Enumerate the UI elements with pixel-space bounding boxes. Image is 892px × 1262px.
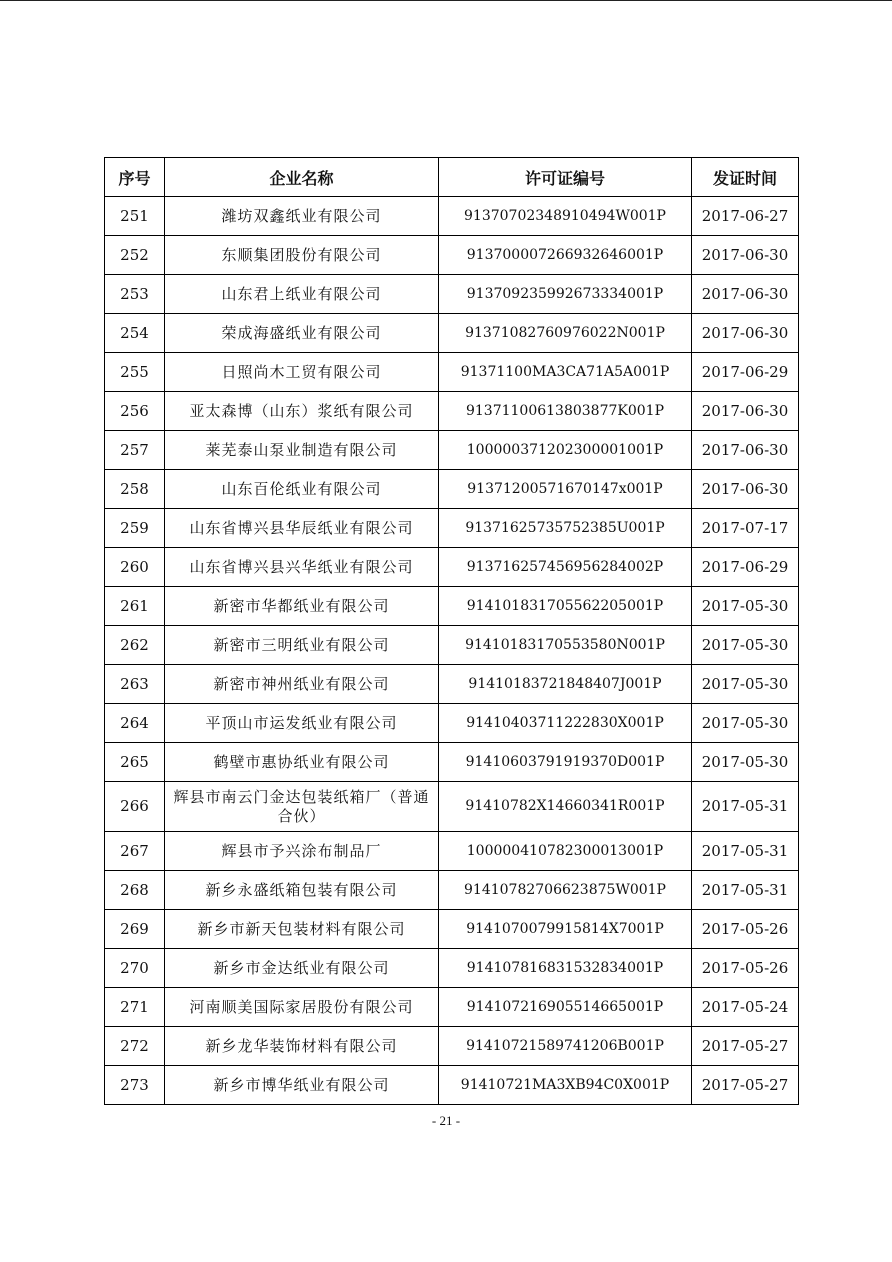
table-row [105,910,799,949]
cell-serial-number: 264 [105,704,165,743]
table-row [105,988,799,1027]
cell-license-number: 100000410782300013001P [439,832,692,871]
cell-serial-number: 270 [105,949,165,988]
cell-issue-date: 2017-06-30 [692,392,799,431]
cell-company-name: 辉县市予兴涂布制品厂 [165,832,439,871]
table-body [105,197,799,1105]
cell-company-name: 东顺集团股份有限公司 [165,236,439,275]
cell-serial-number: 261 [105,587,165,626]
permit-table [104,157,799,1105]
cell-issue-date: 2017-05-26 [692,910,799,949]
cell-company-name: 山东省博兴县兴华纸业有限公司 [165,548,439,587]
cell-issue-date: 2017-07-17 [692,509,799,548]
cell-issue-date: 2017-06-30 [692,431,799,470]
cell-issue-date: 2017-05-30 [692,704,799,743]
cell-license-number: 913709235992673334001P [439,275,692,314]
page-number: - 21 - [431,1113,461,1128]
cell-issue-date: 2017-05-26 [692,949,799,988]
cell-issue-date: 2017-05-31 [692,782,799,832]
cell-license-number: 914101831705562205001P [439,587,692,626]
table-row [105,587,799,626]
table-header-row [105,158,799,197]
cell-company-name: 亚太森博（山东）浆纸有限公司 [165,392,439,431]
cell-serial-number: 267 [105,832,165,871]
header-issue-date: 发证时间 [692,158,799,197]
cell-serial-number: 259 [105,509,165,548]
cell-issue-date: 2017-05-30 [692,587,799,626]
cell-license-number: 91410721MA3XB94C0X001P [439,1066,692,1105]
cell-company-name: 山东百伦纸业有限公司 [165,470,439,509]
cell-license-number: 91371200571670147x001P [439,470,692,509]
cell-license-number: 91410403711222830X001P [439,704,692,743]
table-row [105,704,799,743]
table-row [105,509,799,548]
cell-serial-number: 268 [105,871,165,910]
table-row [105,1027,799,1066]
cell-company-name: 新密市三明纸业有限公司 [165,626,439,665]
table-row [105,236,799,275]
cell-company-name: 新乡市新天包装材料有限公司 [165,910,439,949]
cell-license-number: 91371625735752385U001P [439,509,692,548]
cell-company-name: 辉县市南云门金达包装纸箱厂（普通合伙） [165,782,439,832]
cell-issue-date: 2017-06-29 [692,353,799,392]
cell-serial-number: 271 [105,988,165,1027]
cell-license-number: 91410782706623875W001P [439,871,692,910]
cell-company-name: 河南顺美国际家居股份有限公司 [165,988,439,1027]
cell-serial-number: 255 [105,353,165,392]
cell-company-name: 荣成海盛纸业有限公司 [165,314,439,353]
cell-serial-number: 265 [105,743,165,782]
cell-license-number: 91370702348910494W001P [439,197,692,236]
cell-company-name: 新乡龙华装饰材料有限公司 [165,1027,439,1066]
table-row [105,949,799,988]
cell-issue-date: 2017-05-27 [692,1066,799,1105]
table-row [105,314,799,353]
cell-license-number: 91371082760976022N001P [439,314,692,353]
cell-license-number: 913700007266932646001P [439,236,692,275]
table-row [105,1066,799,1105]
cell-license-number: 91371100MA3CA71A5A001P [439,353,692,392]
cell-issue-date: 2017-06-29 [692,548,799,587]
cell-license-number: 91410782X14660341R001P [439,782,692,832]
table-row [105,782,799,832]
cell-company-name: 新乡市博华纸业有限公司 [165,1066,439,1105]
cell-issue-date: 2017-05-31 [692,832,799,871]
cell-issue-date: 2017-05-24 [692,988,799,1027]
cell-company-name: 平顶山市运发纸业有限公司 [165,704,439,743]
cell-issue-date: 2017-05-30 [692,665,799,704]
cell-company-name: 新密市神州纸业有限公司 [165,665,439,704]
table-row [105,392,799,431]
cell-company-name: 新乡市金达纸业有限公司 [165,949,439,988]
cell-license-number: 91410183170553580N001P [439,626,692,665]
cell-company-name: 潍坊双鑫纸业有限公司 [165,197,439,236]
cell-license-number: 914107216905514665001P [439,988,692,1027]
cell-serial-number: 256 [105,392,165,431]
cell-serial-number: 258 [105,470,165,509]
header-license-number: 许可证编号 [439,158,692,197]
cell-issue-date: 2017-06-27 [692,197,799,236]
cell-company-name: 新乡永盛纸箱包装有限公司 [165,871,439,910]
cell-company-name: 莱芜泰山泵业制造有限公司 [165,431,439,470]
cell-issue-date: 2017-06-30 [692,470,799,509]
header-serial-number: 序号 [105,158,165,197]
cell-issue-date: 2017-05-30 [692,626,799,665]
cell-serial-number: 263 [105,665,165,704]
cell-serial-number: 273 [105,1066,165,1105]
header-company-name: 企业名称 [165,158,439,197]
table-row [105,832,799,871]
table-row [105,353,799,392]
cell-issue-date: 2017-06-30 [692,275,799,314]
cell-license-number: 913716257456956284002P [439,548,692,587]
cell-license-number: 91371100613803877K001P [439,392,692,431]
cell-issue-date: 2017-06-30 [692,314,799,353]
cell-serial-number: 266 [105,782,165,832]
cell-issue-date: 2017-06-30 [692,236,799,275]
cell-license-number: 91410721589741206B001P [439,1027,692,1066]
cell-company-name: 鹤壁市惠协纸业有限公司 [165,743,439,782]
cell-serial-number: 272 [105,1027,165,1066]
cell-serial-number: 257 [105,431,165,470]
cell-serial-number: 252 [105,236,165,275]
cell-license-number: 914107816831532834001P [439,949,692,988]
cell-issue-date: 2017-05-30 [692,743,799,782]
table-row [105,743,799,782]
cell-company-name: 山东君上纸业有限公司 [165,275,439,314]
cell-license-number: 91410183721848407J001P [439,665,692,704]
table-row [105,626,799,665]
top-border-line [0,0,892,1]
table-row [105,275,799,314]
table-row [105,665,799,704]
cell-issue-date: 2017-05-27 [692,1027,799,1066]
cell-company-name: 日照尚木工贸有限公司 [165,353,439,392]
cell-serial-number: 253 [105,275,165,314]
cell-license-number: 100000371202300001001P [439,431,692,470]
table-row [105,470,799,509]
table-row [105,548,799,587]
cell-serial-number: 260 [105,548,165,587]
cell-serial-number: 254 [105,314,165,353]
cell-serial-number: 262 [105,626,165,665]
cell-license-number: 91410603791919370D001P [439,743,692,782]
table-row [105,431,799,470]
table-row [105,871,799,910]
cell-company-name: 新密市华都纸业有限公司 [165,587,439,626]
cell-license-number: 9141070079915814X7001P [439,910,692,949]
cell-issue-date: 2017-05-31 [692,871,799,910]
cell-serial-number: 251 [105,197,165,236]
table-row [105,197,799,236]
cell-company-name: 山东省博兴县华辰纸业有限公司 [165,509,439,548]
cell-serial-number: 269 [105,910,165,949]
